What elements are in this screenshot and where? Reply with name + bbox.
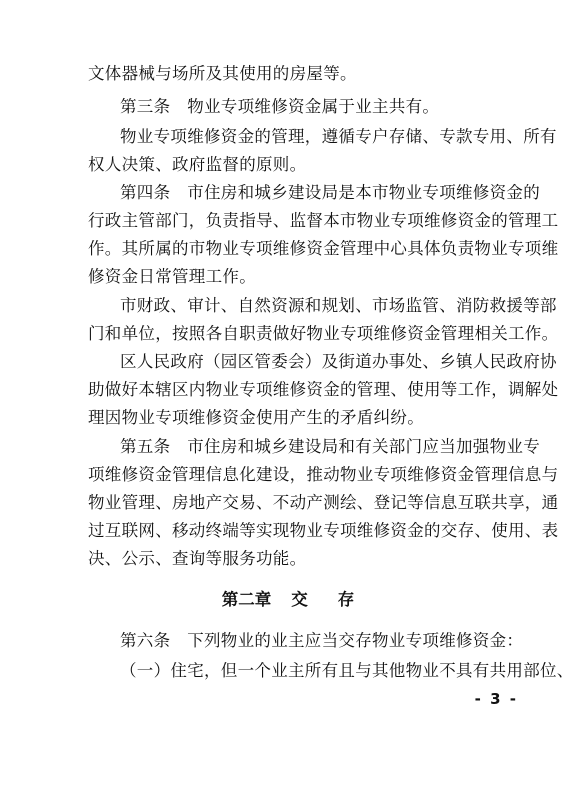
text-line-12: 助做好本辖区内物业专项维修资金的管理、使用等工作，调解处 <box>88 380 559 399</box>
chapter-title-part2: 存 <box>337 590 355 609</box>
chapter-title-part1: 交 <box>291 590 308 609</box>
text-line-11: 区人民政府（园区管委会）及街道办事处、乡镇人民政府协 <box>120 352 557 371</box>
text-line-7: 作。其所属的市物业专项维修资金管理中心具体负责物业专项维 <box>88 239 559 258</box>
page-number: - 3 - <box>474 690 518 708</box>
chapter-number: 第二章 <box>221 590 272 609</box>
chapter-heading <box>0 589 576 611</box>
text-line-10: 门和单位，按照各自职责做好物业专项维修资金管理相关工作。 <box>88 324 559 343</box>
text-line-4: 权人决策、政府监督的原则。 <box>88 155 307 174</box>
article-3: 第三条 物业专项维修资金属于业主共有。 <box>120 97 440 116</box>
article-4: 第四条 市住房和城乡建设局是本市物业专项维修资金的 <box>120 183 540 202</box>
text-line-17: 过互联网、移动终端等实现物业专项维修资金的交存、使用、表 <box>88 521 559 540</box>
text-line-8: 修资金日常管理工作。 <box>88 267 256 286</box>
article-5: 第五条 市住房和城乡建设局和有关部门应当加强物业专 <box>120 437 540 456</box>
text-line-6: 行政主管部门，负责指导、监督本市物业专项维修资金的管理工 <box>88 211 559 230</box>
article-6: 第六条 下列物业的业主应当交存物业专项维修资金： <box>120 631 524 650</box>
text-line-3: 物业专项维修资金的管理，遵循专户存储、专款专用、所有 <box>120 127 557 146</box>
text-line-20: （一）住宅，但一个业主所有且与其他物业不具有共用部位、 <box>120 661 574 680</box>
text-line-1: 文体器械与场所及其使用的房屋等。 <box>88 64 357 83</box>
text-line-15: 项维修资金管理信息化建设，推动物业专项维修资金管理信息与 <box>88 465 559 484</box>
text-line-9: 市财政、审计、自然资源和规划、市场监管、消防救援等部 <box>120 296 557 315</box>
text-line-13: 理因物业专项维修资金使用产生的矛盾纠纷。 <box>88 408 424 427</box>
text-line-16: 物业管理、房地产交易、不动产测绘、登记等信息互联共享，通 <box>88 493 559 512</box>
text-line-18: 决、公示、查询等服务功能。 <box>88 549 307 568</box>
